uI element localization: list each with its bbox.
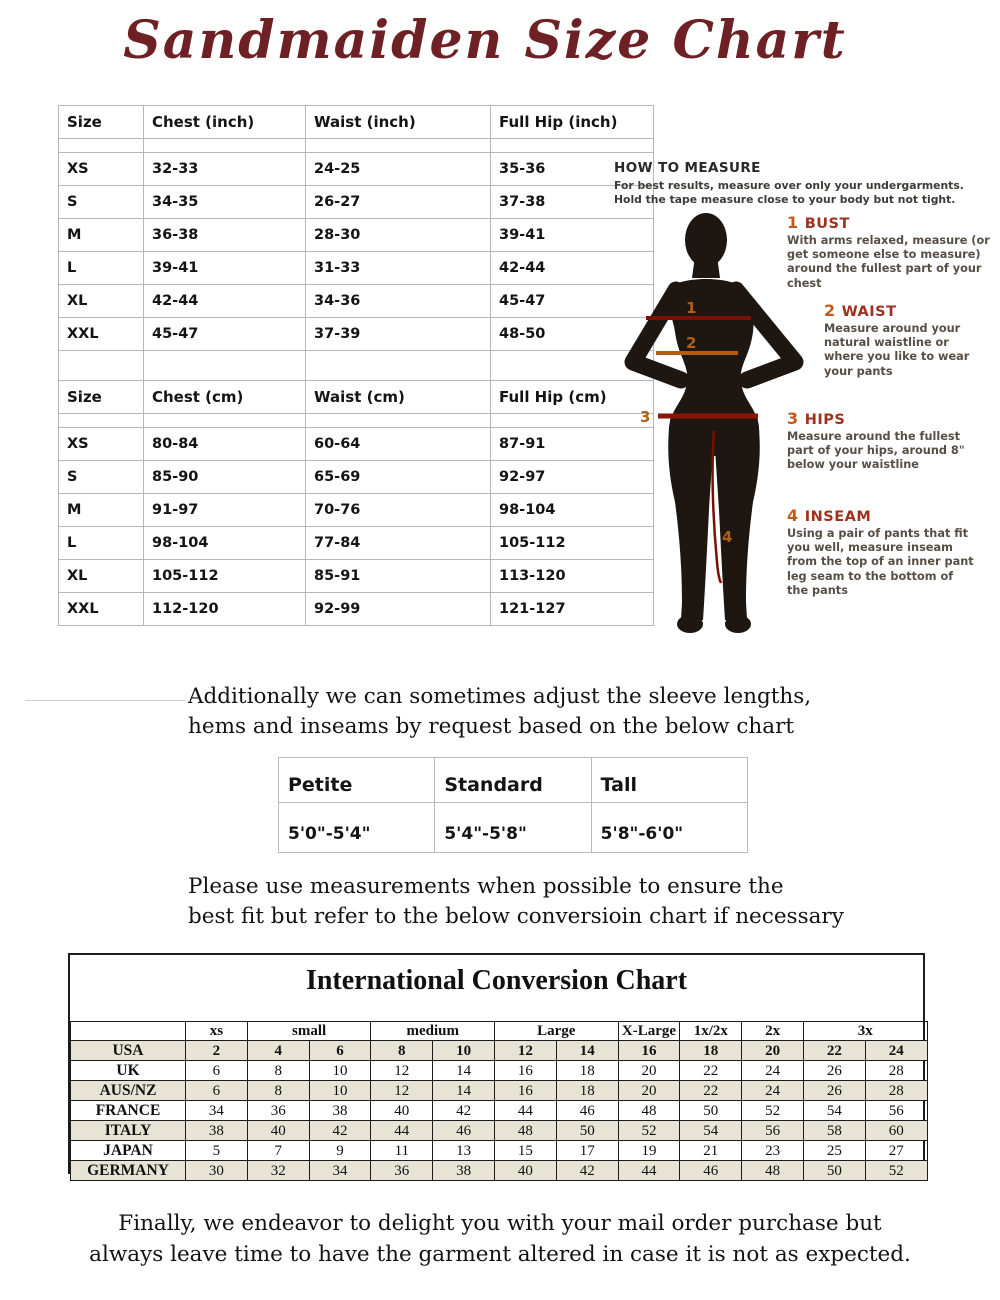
height-value-standard: 5'4"-5'8" [435, 803, 591, 853]
conversion-size-cell: 8 [371, 1041, 433, 1061]
measurement-range-cell: 26-27 [306, 186, 491, 219]
conversion-size-cell: 14 [433, 1081, 495, 1101]
measurement-range-cell: 92-97 [491, 461, 654, 494]
conversion-size-cell: 19 [618, 1141, 680, 1161]
conversion-size-cell: 27 [865, 1141, 927, 1161]
conversion-size-cell: 36 [371, 1161, 433, 1181]
conversion-size-cell: 40 [247, 1121, 309, 1141]
bust-line-number: 1 [686, 299, 697, 317]
conversion-size-cell: 26 [804, 1061, 866, 1081]
conversion-size-cell: 50 [680, 1101, 742, 1121]
measurements-note-line-2: best fit but refer to the below conversioin chart if necessary [188, 904, 844, 929]
measurement-range-cell: 60-64 [306, 428, 491, 461]
region-cell: JAPAN [71, 1141, 186, 1161]
conversion-row-japan [71, 1141, 928, 1161]
conversion-size-cell: 21 [680, 1141, 742, 1161]
conversion-size-cell: 58 [804, 1121, 866, 1141]
size-row [59, 428, 654, 461]
closing-note [0, 1208, 1000, 1270]
size-group-header: Large [495, 1022, 619, 1041]
region-cell: AUS/NZ [71, 1081, 186, 1101]
height-header-tall: Tall [591, 758, 747, 803]
conversion-size-cell: 50 [556, 1121, 618, 1141]
closing-note-line-2: always leave time to have the garment altered in case it is not as expected. [89, 1242, 911, 1267]
step-description: Measure around your natural waistline or where you like to wear your pants [824, 322, 970, 378]
conversion-size-cell: 16 [495, 1081, 557, 1101]
size-label-cell: S [59, 186, 144, 219]
step-name: HIPS [804, 412, 846, 428]
conversion-size-cell: 52 [618, 1121, 680, 1141]
step-description: Measure around the fullest part of your hips, around 8" below your waistline [787, 430, 965, 472]
conversion-size-cell: 48 [742, 1161, 804, 1181]
step-description: With arms relaxed, measure (or get someone else to measure) around the fullest part of your chest [787, 234, 990, 290]
measurement-range-cell: 37-38 [491, 186, 654, 219]
conversion-size-cell: 4 [247, 1041, 309, 1061]
figure-left-foot [677, 615, 703, 633]
conversion-size-cell: 48 [495, 1121, 557, 1141]
size-row [59, 318, 654, 351]
height-header-standard: Standard [435, 758, 591, 803]
region-column-header [71, 1022, 186, 1041]
size-group-header: xs [186, 1022, 248, 1041]
size-group-header: small [247, 1022, 371, 1041]
conversion-size-cell: 44 [618, 1161, 680, 1181]
height-header-row [279, 758, 748, 803]
spacer-row [59, 414, 654, 428]
step-number: 2 [824, 301, 836, 320]
height-value-row [279, 803, 748, 853]
measurement-range-cell: 77-84 [306, 527, 491, 560]
conversion-size-cell: 12 [495, 1041, 557, 1061]
height-header-petite: Petite [279, 758, 435, 803]
measurement-range-cell: 87-91 [491, 428, 654, 461]
conversion-size-cell: 10 [309, 1061, 371, 1081]
conversion-size-cell: 42 [309, 1121, 371, 1141]
conversion-size-cell: 16 [618, 1041, 680, 1061]
measurement-range-cell: 112-120 [144, 593, 306, 626]
conversion-size-cell: 24 [742, 1061, 804, 1081]
conversion-size-cell: 11 [371, 1141, 433, 1161]
measure-step-waist [824, 301, 976, 379]
conversion-size-cell: 38 [309, 1101, 371, 1121]
size-label-cell: XL [59, 285, 144, 318]
size-label-cell: S [59, 461, 144, 494]
conversion-size-cell: 25 [804, 1141, 866, 1161]
conversion-size-cell: 9 [309, 1141, 371, 1161]
region-cell: FRANCE [71, 1101, 186, 1121]
size-row [59, 593, 654, 626]
inseam-line-number: 4 [722, 528, 733, 546]
conversion-size-cell: 52 [865, 1161, 927, 1181]
figure-left-arm [633, 290, 681, 380]
conversion-size-cell: 40 [371, 1101, 433, 1121]
size-group-header: X-Large [618, 1022, 680, 1041]
conversion-size-cell: 10 [309, 1081, 371, 1101]
measurement-range-cell: 48-50 [491, 318, 654, 351]
conversion-size-cell: 44 [371, 1121, 433, 1141]
cm-header-chest: Chest (cm) [144, 381, 306, 414]
size-label-cell: XS [59, 428, 144, 461]
step-heading [787, 506, 977, 525]
conversion-row-uk [71, 1061, 928, 1081]
conversion-size-cell: 8 [247, 1061, 309, 1081]
size-label-cell: XXL [59, 318, 144, 351]
divider-line [25, 700, 185, 701]
conversion-size-cell: 20 [618, 1081, 680, 1101]
conversion-size-cell: 50 [804, 1161, 866, 1181]
conversion-size-cell: 13 [433, 1141, 495, 1161]
conversion-size-cell: 48 [618, 1101, 680, 1121]
conversion-row-germany [71, 1161, 928, 1181]
size-row [59, 252, 654, 285]
conversion-chart-title: International Conversion Chart [305, 965, 688, 996]
conversion-size-cell: 40 [495, 1161, 557, 1181]
step-name: BUST [804, 216, 850, 232]
height-range-table [278, 757, 748, 853]
size-measurement-table [58, 105, 654, 626]
step-heading [787, 409, 982, 428]
conversion-size-cell: 18 [680, 1041, 742, 1061]
size-row [59, 153, 654, 186]
conversion-size-cell: 18 [556, 1061, 618, 1081]
conversion-size-cell: 42 [556, 1161, 618, 1181]
measurement-range-cell: 42-44 [144, 285, 306, 318]
step-name: INSEAM [804, 509, 872, 525]
cm-header-hip: Full Hip (cm) [491, 381, 654, 414]
size-row [59, 494, 654, 527]
conversion-size-cell: 5 [186, 1141, 248, 1161]
size-group-header: 3x [804, 1022, 928, 1041]
size-label-cell: M [59, 494, 144, 527]
conversion-size-cell: 6 [186, 1081, 248, 1101]
conversion-size-cell: 26 [804, 1081, 866, 1101]
size-row [59, 527, 654, 560]
region-cell: USA [71, 1041, 186, 1061]
conversion-size-cell: 34 [186, 1101, 248, 1121]
how-to-measure-heading: HOW TO MEASURE [614, 160, 761, 176]
measure-step-inseam [787, 506, 977, 598]
measurement-range-cell: 70-76 [306, 494, 491, 527]
conversion-size-cell: 60 [865, 1121, 927, 1141]
height-value-tall: 5'8"-6'0" [591, 803, 747, 853]
measurement-range-cell: 91-97 [144, 494, 306, 527]
conversion-size-cell: 46 [556, 1101, 618, 1121]
measurement-range-cell: 98-104 [491, 494, 654, 527]
measurement-range-cell: 37-39 [306, 318, 491, 351]
measurement-range-cell: 35-36 [491, 153, 654, 186]
size-label-cell: M [59, 219, 144, 252]
adjustment-note-line-2: hems and inseams by request based on the below chart [188, 714, 794, 739]
measurement-range-cell: 105-112 [144, 560, 306, 593]
international-conversion-chart [68, 953, 925, 1179]
size-group-header: 2x [742, 1022, 804, 1041]
conversion-row-ausnz [71, 1081, 928, 1101]
measurement-range-cell: 105-112 [491, 527, 654, 560]
conversion-size-cell: 46 [433, 1121, 495, 1141]
inch-header-row [59, 106, 654, 139]
conversion-row-italy [71, 1121, 928, 1141]
cm-header-waist: Waist (cm) [306, 381, 491, 414]
conversion-size-cell: 52 [742, 1101, 804, 1121]
conversion-chart-table [70, 1021, 928, 1181]
step-number: 1 [787, 213, 799, 232]
cm-header-size: Size [59, 381, 144, 414]
size-row [59, 461, 654, 494]
conversion-size-cell: 20 [742, 1041, 804, 1061]
size-row [59, 186, 654, 219]
measurement-range-cell: 65-69 [306, 461, 491, 494]
cm-header-row [59, 381, 654, 414]
measurement-range-cell: 42-44 [491, 252, 654, 285]
size-label-cell: XS [59, 153, 144, 186]
region-cell: ITALY [71, 1121, 186, 1141]
conversion-row-usa [71, 1041, 928, 1061]
size-label-cell: XXL [59, 593, 144, 626]
conversion-size-cell: 18 [556, 1081, 618, 1101]
spacer-row [59, 351, 654, 381]
measurement-range-cell: 31-33 [306, 252, 491, 285]
intro-line-1: For best results, measure over only your undergarments. [614, 179, 964, 192]
inch-header-hip: Full Hip (inch) [491, 106, 654, 139]
conversion-size-cell: 44 [495, 1101, 557, 1121]
measurement-range-cell: 45-47 [144, 318, 306, 351]
adjustment-note [188, 682, 811, 742]
measurements-note [188, 872, 844, 932]
step-name: WAIST [841, 304, 897, 320]
step-heading [824, 301, 976, 320]
step-heading [787, 213, 992, 232]
conversion-size-cell: 32 [247, 1161, 309, 1181]
size-group-header: medium [371, 1022, 495, 1041]
size-label-cell: L [59, 527, 144, 560]
hip-line-number: 3 [640, 408, 651, 426]
spacer-row [59, 139, 654, 153]
conversion-size-cell: 24 [742, 1081, 804, 1101]
conversion-size-cell: 16 [495, 1061, 557, 1081]
conversion-size-cell: 38 [186, 1121, 248, 1141]
measure-step-hips [787, 409, 982, 473]
conversion-size-cell: 34 [309, 1161, 371, 1181]
region-cell: GERMANY [71, 1161, 186, 1181]
inch-header-chest: Chest (inch) [144, 106, 306, 139]
conversion-size-cell: 22 [680, 1081, 742, 1101]
conversion-size-cell: 36 [247, 1101, 309, 1121]
measurements-note-line-1: Please use measurements when possible to ensure the [188, 874, 784, 899]
measurement-range-cell: 39-41 [144, 252, 306, 285]
adjustment-note-line-1: Additionally we can sometimes adjust the sleeve lengths, [188, 684, 812, 709]
size-label-cell: XL [59, 560, 144, 593]
conversion-size-cell: 12 [371, 1081, 433, 1101]
measurement-range-cell: 39-41 [491, 219, 654, 252]
inch-header-waist: Waist (inch) [306, 106, 491, 139]
measure-step-bust [787, 213, 992, 291]
waist-line-number: 2 [686, 334, 697, 352]
figure-neck [692, 256, 720, 278]
conversion-size-cell: 28 [865, 1081, 927, 1101]
size-row [59, 219, 654, 252]
conversion-size-cell: 17 [556, 1141, 618, 1161]
step-number: 3 [787, 409, 799, 428]
measurement-range-cell: 80-84 [144, 428, 306, 461]
size-row [59, 285, 654, 318]
measurement-range-cell: 92-99 [306, 593, 491, 626]
conversion-size-cell: 23 [742, 1141, 804, 1161]
conversion-size-cell: 14 [556, 1041, 618, 1061]
conversion-size-cell: 46 [680, 1161, 742, 1181]
conversion-size-cell: 2 [186, 1041, 248, 1061]
conversion-size-cell: 38 [433, 1161, 495, 1181]
step-number: 4 [787, 506, 799, 525]
conversion-row-france [71, 1101, 928, 1121]
size-label-cell: L [59, 252, 144, 285]
conversion-size-cell: 56 [865, 1101, 927, 1121]
conversion-size-cell: 15 [495, 1141, 557, 1161]
region-cell: UK [71, 1061, 186, 1081]
conversion-size-cell: 30 [186, 1161, 248, 1181]
conversion-size-cell: 20 [618, 1061, 680, 1081]
conversion-size-cell: 54 [804, 1101, 866, 1121]
conversion-size-cell: 42 [433, 1101, 495, 1121]
conversion-size-cell: 14 [433, 1061, 495, 1081]
conversion-size-cell: 22 [804, 1041, 866, 1061]
conversion-size-cell: 22 [680, 1061, 742, 1081]
measurement-figure-silhouette [618, 210, 810, 647]
conversion-size-cell: 6 [309, 1041, 371, 1061]
measurement-range-cell: 98-104 [144, 527, 306, 560]
conversion-size-cell: 10 [433, 1041, 495, 1061]
step-description: Using a pair of pants that fit you well, measure inseam from the top of an inner pant leg seam to the bottom of the pants [787, 527, 974, 597]
measurement-range-cell: 32-33 [144, 153, 306, 186]
measurement-range-cell: 28-30 [306, 219, 491, 252]
conversion-size-cell: 56 [742, 1121, 804, 1141]
measurement-range-cell: 34-36 [306, 285, 491, 318]
height-value-petite: 5'0"-5'4" [279, 803, 435, 853]
conversion-header-row [71, 1022, 928, 1041]
measurement-range-cell: 113-120 [491, 560, 654, 593]
conversion-size-cell: 24 [865, 1041, 927, 1061]
measurement-range-cell: 121-127 [491, 593, 654, 626]
measurement-range-cell: 34-35 [144, 186, 306, 219]
intro-line-2: Hold the tape measure close to your body but not tight. [614, 192, 956, 206]
how-to-measure-intro [614, 179, 964, 206]
measurement-range-cell: 36-38 [144, 219, 306, 252]
measurement-range-cell: 24-25 [306, 153, 491, 186]
closing-note-line-1: Finally, we endeavor to delight you with your mail order purchase but [118, 1211, 882, 1236]
measurement-range-cell: 85-90 [144, 461, 306, 494]
conversion-size-cell: 8 [247, 1081, 309, 1101]
measurement-range-cell: 45-47 [491, 285, 654, 318]
size-group-header: 1x/2x [680, 1022, 742, 1041]
conversion-size-cell: 7 [247, 1141, 309, 1161]
conversion-size-cell: 28 [865, 1061, 927, 1081]
conversion-size-cell: 54 [680, 1121, 742, 1141]
conversion-size-cell: 6 [186, 1061, 248, 1081]
inch-header-size: Size [59, 106, 144, 139]
size-row [59, 560, 654, 593]
page-title: Sandmaiden Size Chart [123, 10, 847, 71]
conversion-size-cell: 12 [371, 1061, 433, 1081]
measurement-range-cell: 85-91 [306, 560, 491, 593]
figure-right-foot [725, 615, 751, 633]
